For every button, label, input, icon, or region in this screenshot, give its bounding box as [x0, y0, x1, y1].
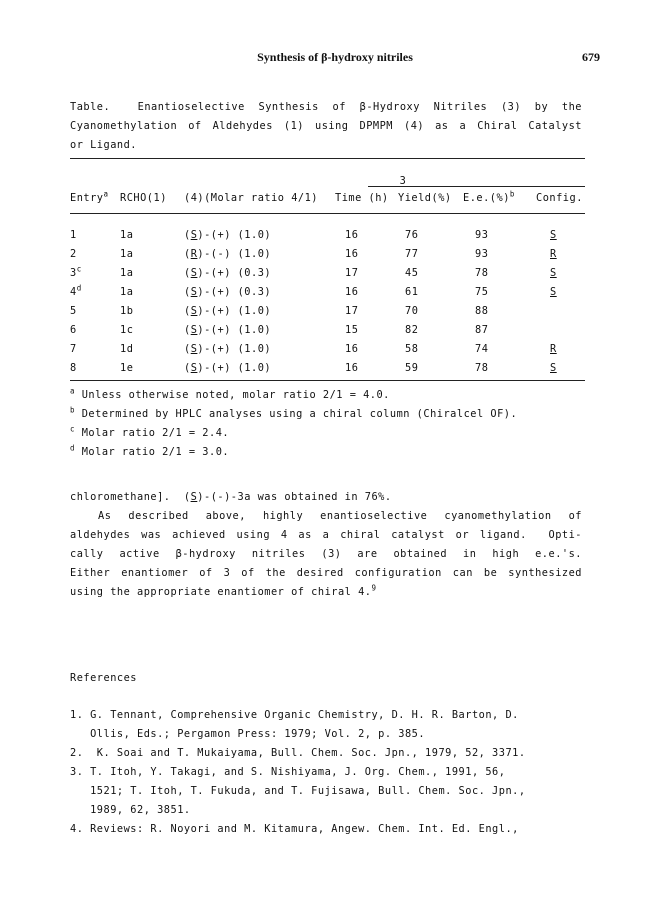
cell-rcho: 1d	[120, 343, 134, 355]
cell-time: 16	[345, 248, 359, 260]
table-row	[70, 245, 590, 264]
table-row	[70, 340, 590, 359]
cell-ee: 93	[475, 229, 489, 241]
body-text	[70, 488, 582, 602]
body-line: cally active β-hydroxy nitriles (3) are obtained in high e.e.'s.	[70, 548, 582, 560]
cell-time: 17	[345, 305, 359, 317]
group-header-rule	[368, 186, 585, 187]
cell-yield: 82	[405, 324, 419, 336]
body-line: aldehydes was achieved using 4 as a chiral catalyst or ligand. Opti-	[70, 529, 582, 541]
group-header-compound-3: 3	[399, 175, 407, 187]
cell-entry: 1	[70, 229, 77, 241]
cell-config: S	[550, 267, 557, 279]
cell-yield: 77	[405, 248, 419, 260]
references-list	[70, 706, 582, 839]
cell-rcho: 1e	[120, 362, 134, 374]
table-row	[70, 226, 590, 245]
cell-ee: 87	[475, 324, 489, 336]
cell-rcho: 1a	[120, 267, 134, 279]
col-header-config: Config.	[536, 192, 583, 204]
cell-yield: 45	[405, 267, 419, 279]
cell-rcho: 1a	[120, 229, 134, 241]
cell-rcho: 1a	[120, 286, 134, 298]
table-row	[70, 302, 590, 321]
reference-line: 3. T. Itoh, Y. Takagi, and S. Nishiyama, J. Org. Chem., 1991, 56,	[70, 766, 506, 778]
cell-ee: 74	[475, 343, 489, 355]
body-line: using the appropriate enantiomer of chiral 4.$^9$	[70, 583, 377, 598]
reference-line: 2. K. Soai and T. Mukaiyama, Bull. Chem. Soc. Jpn., 1979, 52, 3371.	[70, 747, 526, 759]
cell-entry: 2	[70, 248, 77, 260]
reference-line: 4. Reviews: R. Noyori and M. Kitamura, Angew. Chem. Int. Ed. Engl.,	[70, 823, 519, 835]
cell-ligand: (S)-(+) (1.0)	[184, 305, 272, 317]
cell-time: 16	[345, 229, 359, 241]
footnote: $^b$ Determined by HPLC analyses using a chiral column (Chiralcel OF).	[70, 405, 518, 420]
cell-ligand: (S)-(+) (0.3)	[184, 286, 272, 298]
cell-entry: 7	[70, 343, 77, 355]
cell-config: S	[550, 229, 557, 241]
cell-ee: 78	[475, 267, 489, 279]
cell-ligand: (S)-(+) (1.0)	[184, 343, 272, 355]
cell-time: 15	[345, 324, 359, 336]
cell-config: S	[550, 362, 557, 374]
cell-ligand: (S)-(+) (1.0)	[184, 362, 272, 374]
cell-ee: 93	[475, 248, 489, 260]
cell-rcho: 1a	[120, 248, 134, 260]
cell-rcho: 1b	[120, 305, 134, 317]
cell-ligand: (S)-(+) (0.3)	[184, 267, 272, 279]
references-heading: References	[70, 672, 137, 684]
table-footnotes	[70, 386, 582, 462]
col-header-entry: Entry$^a$	[70, 189, 109, 204]
footnote: $^d$ Molar ratio 2/1 = 3.0.	[70, 443, 230, 458]
table-row	[70, 283, 590, 302]
footnote: $^a$ Unless otherwise noted, molar ratio 2/1 = 4.0.	[70, 386, 390, 401]
reference-line: 1989, 62, 3851.	[70, 804, 191, 816]
cell-config: S	[550, 286, 557, 298]
running-head	[70, 50, 600, 70]
table-row	[70, 264, 590, 283]
table-caption-line: or Ligand.	[70, 139, 137, 151]
table-header-rule	[70, 213, 585, 214]
data-table	[70, 158, 590, 398]
footnote: $^c$ Molar ratio 2/1 = 2.4.	[70, 424, 230, 439]
table-caption	[70, 98, 582, 155]
cell-time: 16	[345, 343, 359, 355]
reference-line: Ollis, Eds.; Pergamon Press: 1979; Vol. 2, p. 385.	[70, 728, 426, 740]
cell-entry: 3$^c$	[70, 264, 82, 279]
cell-ligand: (S)-(+) (1.0)	[184, 324, 272, 336]
cell-entry: 6	[70, 324, 77, 336]
reference-line: 1. G. Tennant, Comprehensive Organic Chemistry, D. H. R. Barton, D.	[70, 709, 519, 721]
cell-yield: 61	[405, 286, 419, 298]
col-header-ee: E.e.(%)$^b$	[463, 189, 515, 204]
cell-entry: 5	[70, 305, 77, 317]
cell-entry: 8	[70, 362, 77, 374]
cell-rcho: 1c	[120, 324, 134, 336]
cell-time: 17	[345, 267, 359, 279]
table-row	[70, 359, 590, 378]
cell-config: R	[550, 343, 557, 355]
page-number: 679	[582, 50, 600, 64]
table-caption-line: Cyanomethylation of Aldehydes (1) using DPMPM (4) as a Chiral Catalyst	[70, 120, 582, 132]
running-title: Synthesis of β-hydroxy nitriles	[257, 50, 413, 64]
table-bottom-rule	[70, 380, 585, 381]
col-header-ligand: (4)(Molar ratio 4/1)	[184, 192, 318, 204]
cell-ligand: (R)-(-) (1.0)	[184, 248, 272, 260]
cell-config: R	[550, 248, 557, 260]
cell-ee: 88	[475, 305, 489, 317]
cell-ee: 78	[475, 362, 489, 374]
table-header-row	[70, 189, 590, 208]
table-caption-line: Table. Enantioselective Synthesis of β-Hydroxy Nitriles (3) by the	[70, 101, 582, 113]
cell-time: 16	[345, 362, 359, 374]
body-line: As described above, highly enantioselective cyanomethylation of	[98, 510, 582, 522]
col-header-time: Time (h)	[335, 192, 389, 204]
table-row	[70, 321, 590, 340]
body-line: Either enantiomer of 3 of the desired configuration can be synthesized	[70, 567, 582, 579]
cell-ee: 75	[475, 286, 489, 298]
cell-entry: 4$^d$	[70, 283, 82, 298]
col-header-yield: Yield(%)	[398, 192, 452, 204]
reference-line: 1521; T. Itoh, T. Fukuda, and T. Fujisawa, Bull. Chem. Soc. Jpn.,	[70, 785, 526, 797]
cell-ligand: (S)-(+) (1.0)	[184, 229, 272, 241]
cell-yield: 70	[405, 305, 419, 317]
cell-time: 16	[345, 286, 359, 298]
table-top-rule	[70, 158, 585, 159]
cell-yield: 76	[405, 229, 419, 241]
col-header-rcho: RCHO(1)	[120, 192, 167, 204]
cell-yield: 59	[405, 362, 419, 374]
body-line: chloromethane]. (S)-(-)-3a was obtained in 76%.	[70, 491, 392, 503]
cell-yield: 58	[405, 343, 419, 355]
